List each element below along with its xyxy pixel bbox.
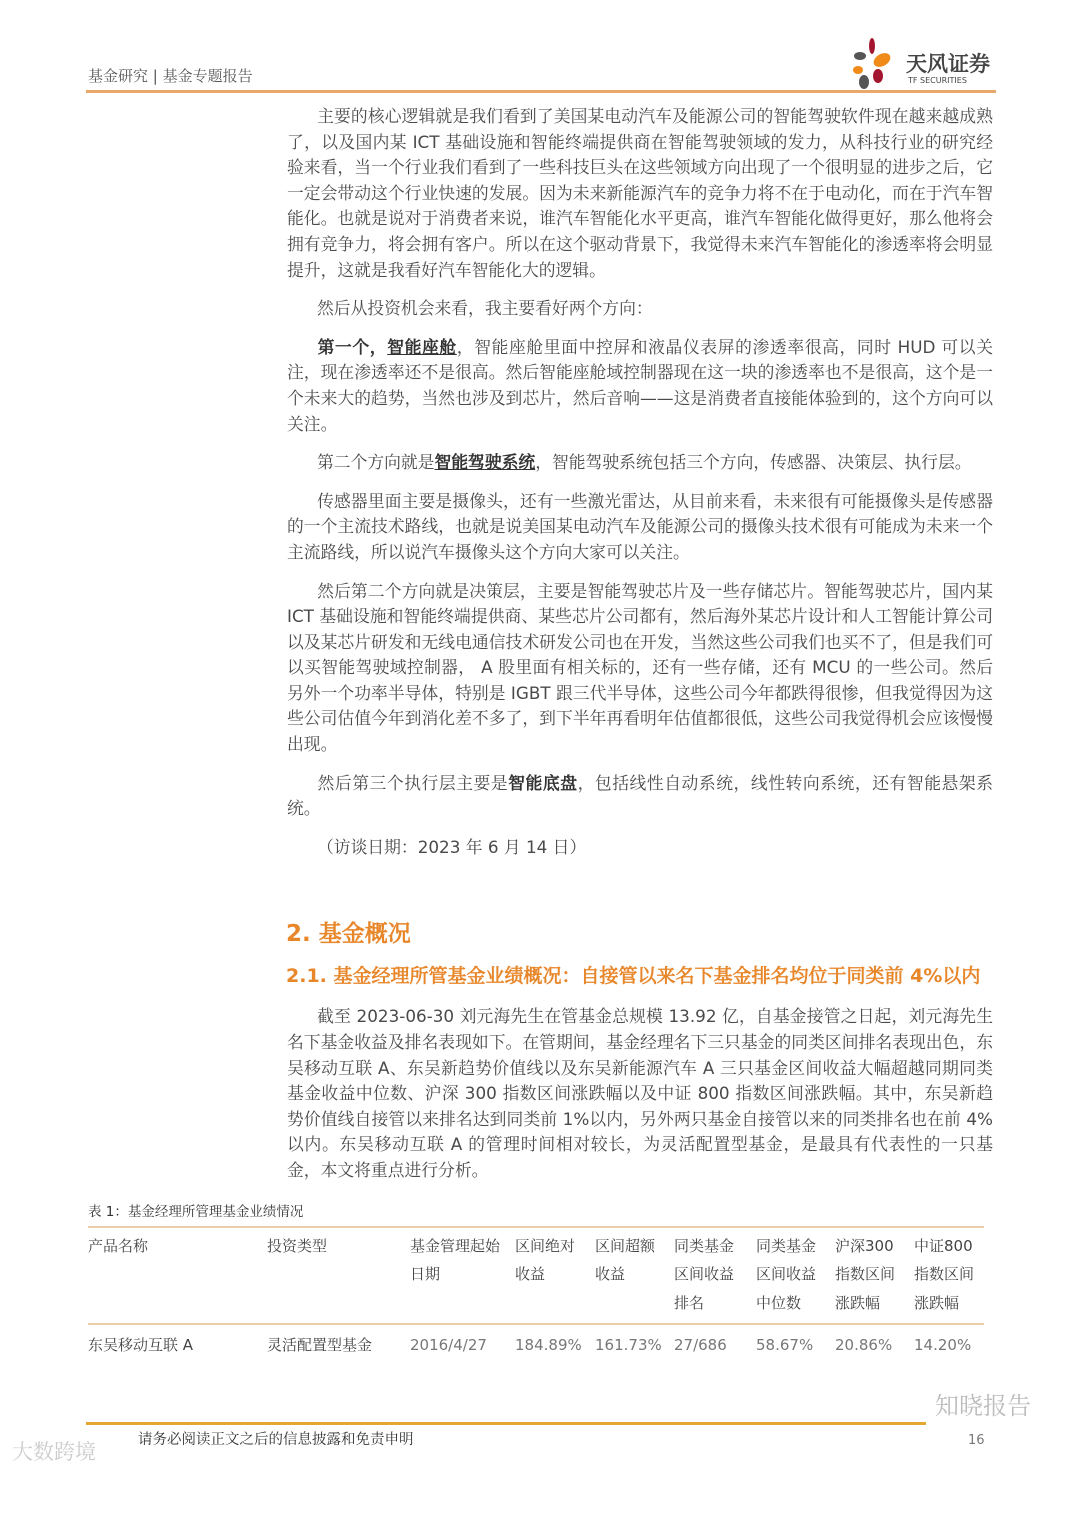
th: 同类基金区间收益中位数 bbox=[756, 1236, 817, 1312]
td: 184.89% bbox=[515, 1336, 582, 1355]
table-row bbox=[88, 1325, 984, 1360]
paragraph bbox=[287, 335, 993, 437]
table-block bbox=[88, 1202, 984, 1360]
td: 2016/4/27 bbox=[410, 1336, 487, 1355]
tf-securities-logo-icon bbox=[850, 38, 902, 90]
page-number: 16 bbox=[968, 1432, 985, 1448]
lead: 第二个方向就是 bbox=[317, 452, 435, 473]
th: 同类基金区间收益排名 bbox=[674, 1236, 735, 1312]
paragraph-text: ，智能驾驶系统包括三个方向，传感器、决策层、执行层。 bbox=[535, 452, 972, 473]
paragraph-text: ，智能座舱里面中控屏和液晶仪表屏的渗透率很高，同时 HUD 可以关注，现在渗透率还不是很高。然后智能座舱域控制器现在这一块的渗透率也不是很高，这个是一个未来大的趋势，当然也涉及到芯片，然后音响——这是消费者直接能体验到的，这个方向可以关注。 bbox=[287, 336, 993, 434]
td: 161.73% bbox=[595, 1336, 662, 1355]
fund-performance-table bbox=[88, 1232, 984, 1360]
td: 灵活配置型基金 bbox=[267, 1336, 373, 1355]
th: 区间超额收益 bbox=[595, 1236, 656, 1284]
paragraph bbox=[287, 489, 993, 566]
term: 智能座舱 bbox=[387, 336, 457, 357]
th: 区间绝对收益 bbox=[515, 1236, 576, 1284]
table-top-rule bbox=[88, 1226, 984, 1228]
term: 智能驾驶系统 bbox=[434, 452, 536, 473]
th: 产品名称 bbox=[88, 1236, 149, 1255]
interview-date bbox=[287, 835, 993, 861]
paragraph-text: 然后第二个方向就是决策层，主要是智能驾驶芯片及一些存储芯片。智能驾驶芯片，国内某 ICT 基础设施和智能终端提供商、某些芯片公司都有，然后海外某芯片设计和人工智能计算公司以及某芯片研发和无线电通信技术研发公司也在开发，当然这些公司我们也买不了，但是我们可以买智能驾驶域控制器， A 股里面有相关标的，还有一些存储，还有 MCU 的一些公司。然后另外一个功率半导体，特别是 IGBT 跟三代半导体，这些公司今年都跌得很惨，但我觉得因为这些公司估值今年到消化差不多了，到下半年再看明年估值都很低，这些公司我觉得机会应该慢慢出现。 bbox=[287, 580, 993, 755]
paragraph-text: 主要的核心逻辑就是我们看到了美国某电动汽车及能源公司的智能驾驶软件现在越来越成熟了，以及国内某 ICT 基础设施和智能终端提供商在智能驾驶领域的发力，从科技行业的研究经验来看，当一个行业我们看到了一些科技巨头在这些领域方向出现了一个很明显的进步之后，它一定会带动这个行业快速的发展。因为未来新能源汽车的竞争力将不在于电动化，而在于汽车智能化。也就是说对于消费者来说，谁汽车智能化水平更高，谁汽车智能化做得更好，那么他将会拥有竞争力，将会拥有客户。所以在这个驱动背景下，我觉得未来汽车智能化的渗透率将会明显提升，这就是我看好汽车智能化大的逻辑。 bbox=[287, 106, 993, 280]
page-header bbox=[0, 0, 1080, 104]
footer-divider bbox=[86, 1422, 926, 1425]
term: 智能底盘 bbox=[508, 772, 578, 793]
watermark-right: 知晓报告 bbox=[935, 1391, 1031, 1420]
paragraph-text: （访谈日期：2023 年 6 月 14 日） bbox=[317, 836, 587, 857]
logo-en: TF SECURITIES bbox=[908, 76, 967, 85]
paragraph bbox=[287, 771, 993, 822]
paragraph bbox=[287, 450, 993, 476]
lead: 然后第三个执行层主要是 bbox=[317, 772, 509, 793]
paragraph-text: 传感器里面主要是摄像头，还有一些激光雷达，从目前来看，未来很有可能摄像头是传感器的一个主流技术路线，也就是说美国某电动汽车及能源公司的摄像头技术很有可能成为未来一个主流路线，所以说汽车摄像头这个方向大家可以关注。 bbox=[287, 490, 993, 562]
paragraph bbox=[287, 104, 993, 283]
paragraph bbox=[287, 579, 993, 758]
body-text bbox=[287, 104, 993, 1184]
page-footer bbox=[0, 1391, 1080, 1464]
th: 投资类型 bbox=[267, 1236, 328, 1255]
section-title: 2. 基金概况 bbox=[286, 921, 411, 948]
watermark-left: 大数跨境 bbox=[12, 1439, 96, 1464]
header-divider bbox=[86, 90, 996, 93]
paragraph-text: 然后从投资机会来看，我主要看好两个方向： bbox=[317, 298, 653, 319]
td: 14.20% bbox=[914, 1336, 972, 1355]
lead: 第一个， bbox=[317, 336, 388, 357]
breadcrumb: 基金研究 | 基金专题报告 bbox=[88, 67, 253, 85]
paragraph bbox=[287, 296, 993, 322]
table-header-row bbox=[88, 1232, 984, 1318]
th: 基金管理起始日期 bbox=[410, 1236, 501, 1284]
td: 27/686 bbox=[674, 1336, 727, 1355]
disclaimer: 请务必阅读正文之后的信息披露和免责申明 bbox=[138, 1431, 414, 1448]
paragraph-text: ，包括线性自动系统，线性转向系统，还有智能悬架系统。 bbox=[287, 772, 993, 819]
paragraph-text: 截至 2023-06-30 刘元海先生在管基金总规模 13.92 亿，自基金接管之日起，刘元海先生名下基金收益及排名表现如下。在管期间，基金经理名下三只基金的同类区间排名表现出色，东吴移动互联 A、东吴新趋势价值线以及东吴新能源汽车 A 三只基金区间收益大幅超越同期同类基金收益中位数、沪深 300 指数区间涨跌幅以及中证 800 指数区间涨跌幅。其中，东吴新趋势价值线自接管以来排名达到同类前 1%以内，另外两只基金自接管以来的同类排名也在前 4%以内。东吴移动互联 A 的管理时间相对较长，为灵活配置型基金，是最具有代表性的一只基金，本文将重点进行分析。 bbox=[287, 1006, 993, 1180]
subsection-title: 2.1. 基金经理所管基金业绩概况：自接管以来名下基金排名均位于同类前 4%以内 bbox=[286, 965, 981, 988]
td: 东吴移动互联 A bbox=[88, 1336, 194, 1355]
logo-cn: 天风证券 bbox=[906, 52, 990, 76]
td: 58.67% bbox=[756, 1336, 814, 1355]
th: 沪深300指数区间涨跌幅 bbox=[835, 1236, 896, 1312]
td: 20.86% bbox=[835, 1336, 893, 1355]
th: 中证800指数区间涨跌幅 bbox=[914, 1236, 975, 1312]
table-caption: 表 1：基金经理所管理基金业绩情况 bbox=[88, 1203, 304, 1220]
paragraph bbox=[287, 1004, 993, 1183]
